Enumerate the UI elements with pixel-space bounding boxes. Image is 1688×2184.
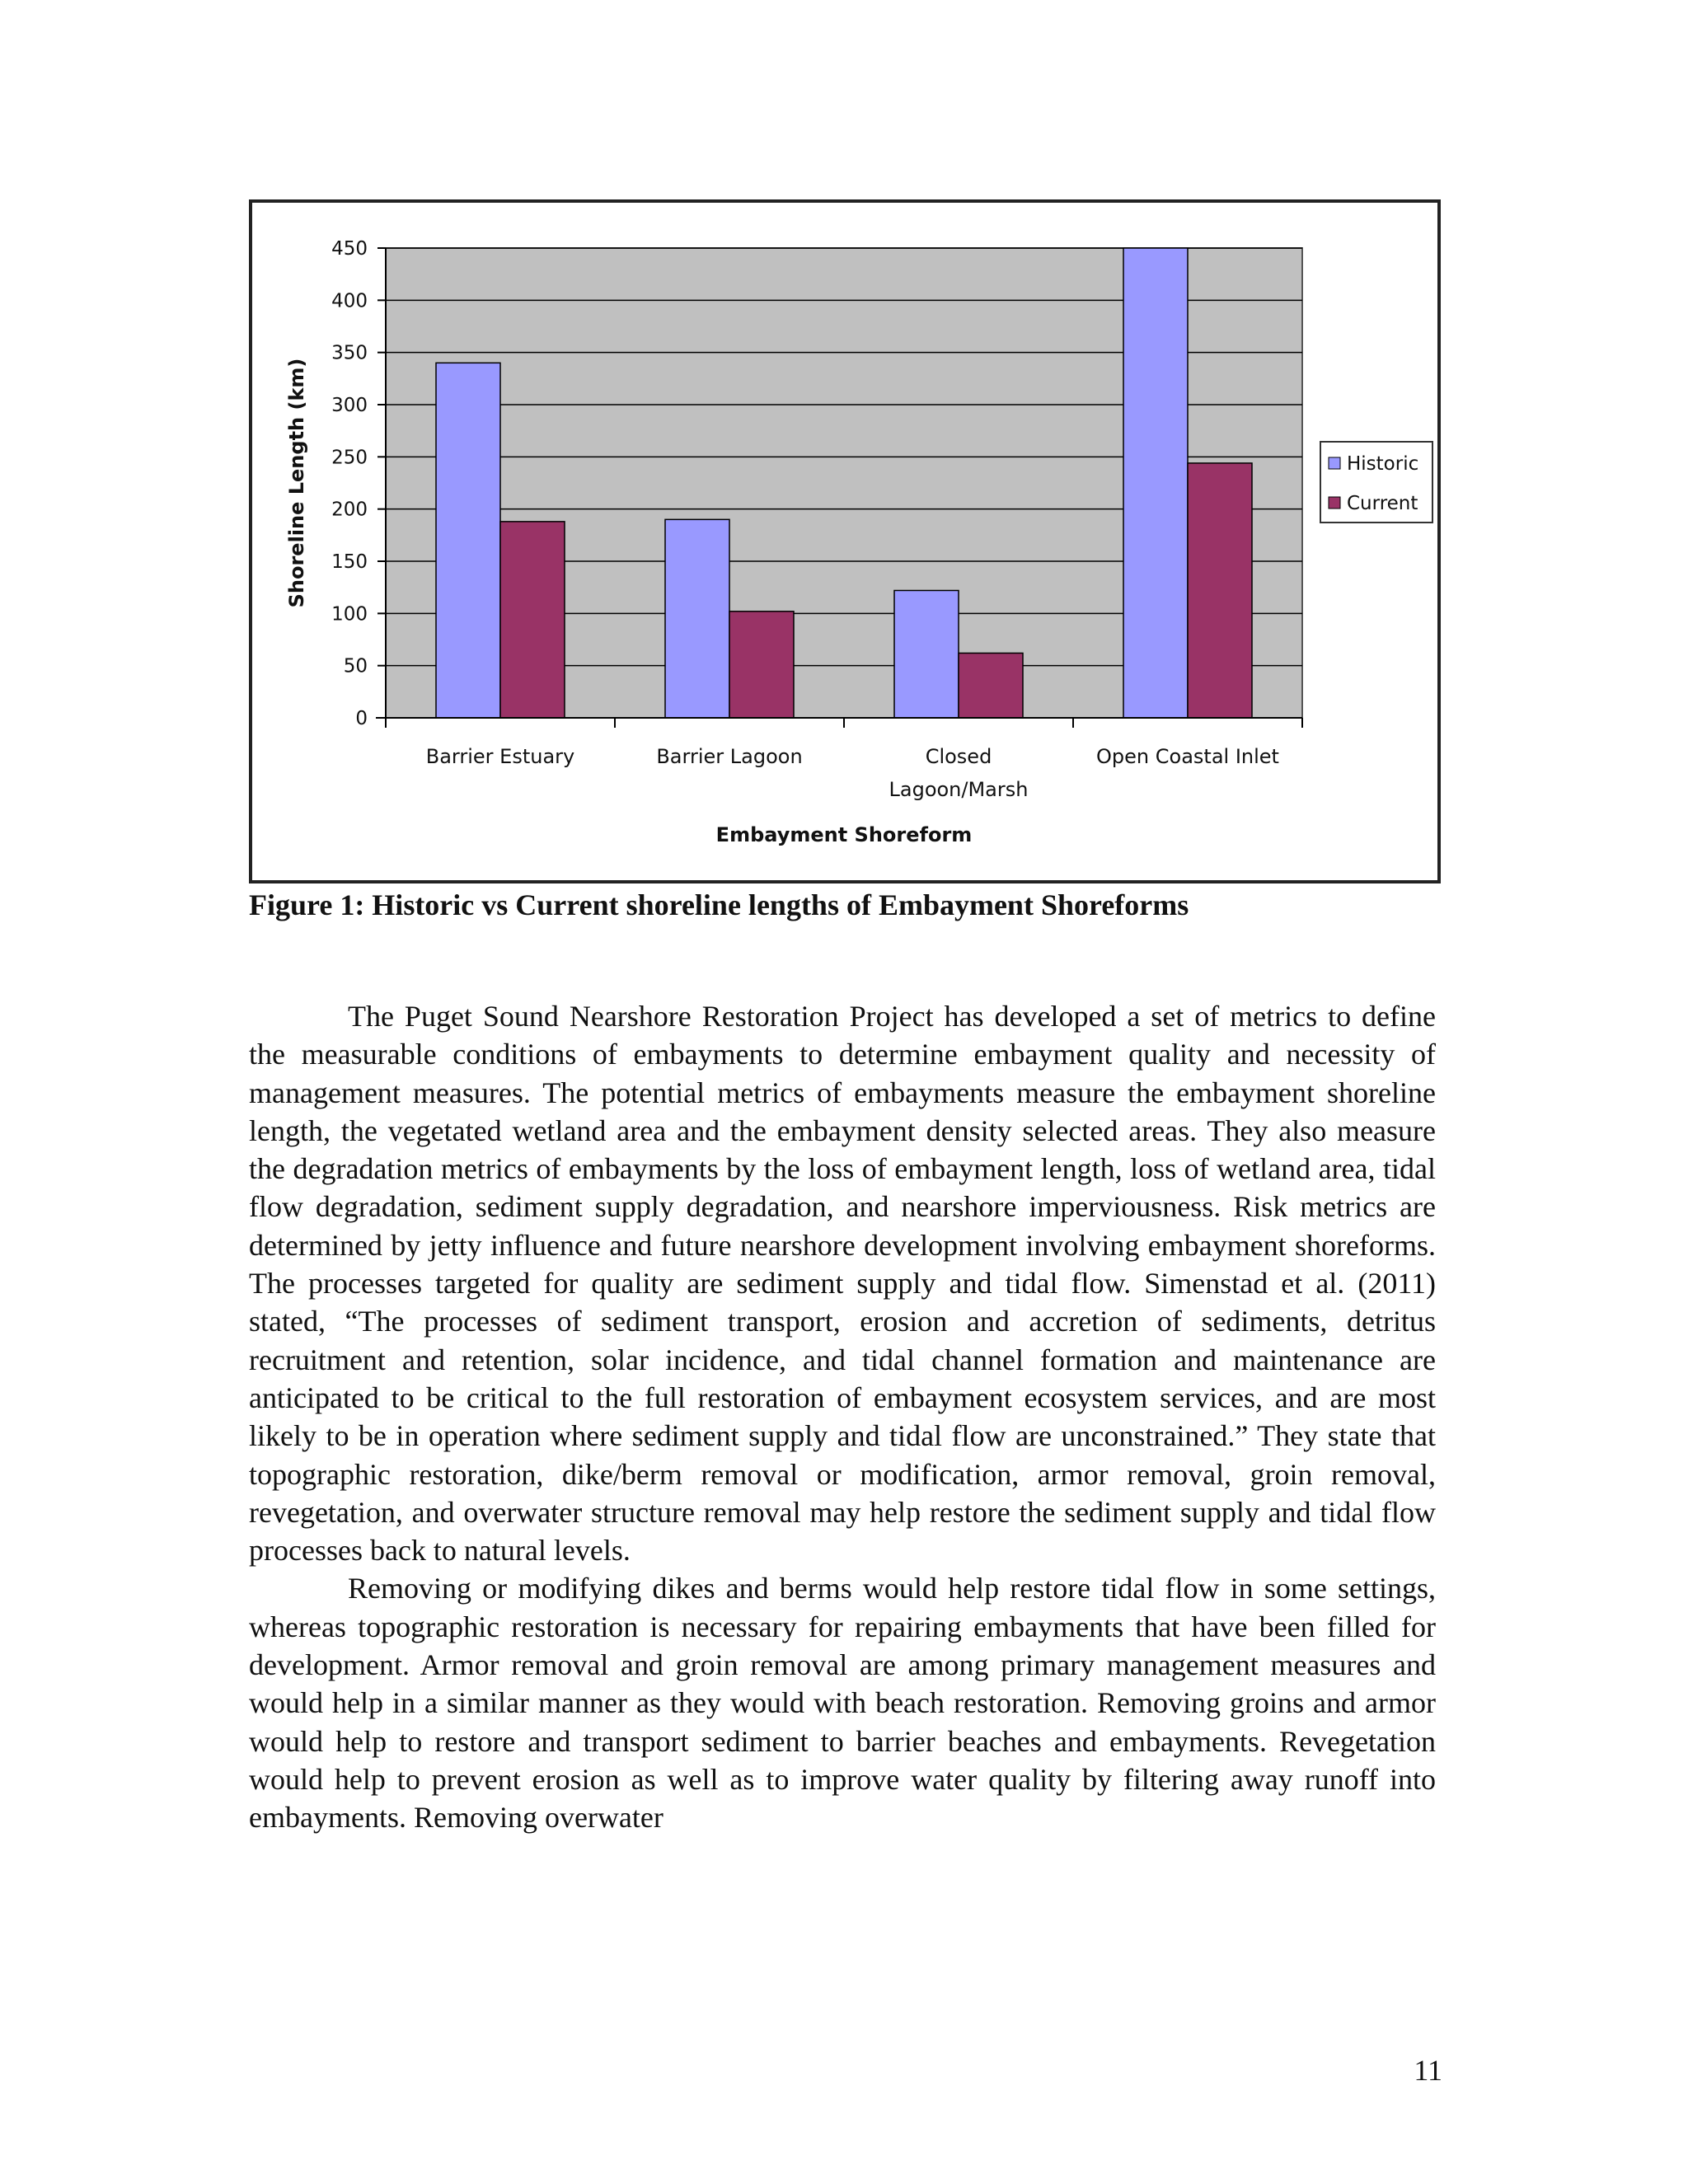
legend-label-historic: Historic: [1347, 453, 1419, 475]
y-tick-label: 100: [331, 603, 368, 626]
y-tick-label: 150: [331, 551, 368, 573]
bar-historic: [436, 363, 500, 718]
x-tick-label: Closed: [925, 745, 992, 768]
x-axis-ticks: [386, 718, 1302, 801]
figure-frame: [249, 199, 1441, 883]
legend-swatch-historic: [1329, 457, 1340, 469]
y-tick-label: 250: [331, 447, 368, 469]
page-number: 11: [1414, 2054, 1442, 2087]
x-tick-label: Barrier Estuary: [425, 745, 575, 768]
y-axis-ticks: [331, 238, 386, 729]
bar-current: [959, 653, 1023, 718]
figure-caption: Figure 1: Historic vs Current shoreline lengths of Embayment Shoreforms: [249, 888, 1189, 921]
bar-historic: [1123, 248, 1188, 718]
bar-historic: [665, 519, 729, 718]
bar-chart: [252, 203, 1437, 880]
x-tick-label: Lagoon/Marsh: [889, 778, 1029, 801]
bar-current: [1188, 463, 1252, 718]
x-axis-title: Embayment Shoreform: [715, 823, 973, 846]
y-tick-label: 400: [331, 290, 368, 312]
y-tick-label: 450: [331, 238, 368, 260]
y-axis-title: Shoreline Length (km): [285, 358, 308, 608]
x-tick-label: Barrier Lagoon: [656, 745, 803, 768]
legend: [1320, 442, 1432, 523]
legend-swatch-current: [1329, 497, 1340, 509]
x-tick-label: Open Coastal Inlet: [1096, 745, 1279, 768]
y-tick-label: 200: [331, 499, 368, 521]
body-paragraph: The Puget Sound Nearshore Restoration Project has developed a set of metrics to define the measurable conditions of embayments to determine embayment quality and necessity of management measures. The potential metrics of embayments measure the embayment shoreline length, the vegetated wetland area and the embayment density selected areas. They also measure the degradation metrics of embayments by the loss of embayment length, loss of wetland area, tidal flow degradation, sediment supply degradation, and nearshore imperviousness. Risk metrics are determined by jetty influence and future nearshore development involving embayment shoreforms. The processes targeted for quality are sediment supply and tidal flow. Simenstad et al. (2011) stated, “The processes of sediment transport, erosion and accretion of sediments, detritus recruitment and retention, solar incidence, and tidal channel formation and maintenance are anticipated to be critical to the full restoration of embayment ecosystem services, and are most likely to be in operation where sediment supply and tidal flow are unconstrained.” They state that topographic restoration, dike/berm removal or modification, armor removal, groin removal, revegetation, and overwater structure removal may help restore the sediment supply and tidal flow processes back to natural levels.: [249, 1000, 1436, 1568]
y-tick-label: 50: [343, 655, 368, 677]
bar-historic: [894, 590, 959, 718]
y-tick-label: 300: [331, 395, 368, 416]
bar-current: [729, 612, 794, 718]
y-tick-label: 0: [355, 708, 368, 729]
body-text: [249, 997, 1436, 1837]
y-tick-label: 350: [331, 342, 368, 364]
body-paragraph: Removing or modifying dikes and berms would help restore tidal flow in some settings, whereas topographic restoration is necessary for repairing embayments that have been filled for development. Armor removal and groin removal are among primary management measures and would help in a similar manner as they would with beach restoration. Removing groins and armor would help to restore and transport sediment to barrier beaches and embayments. Revegetation would help to prevent erosion as well as to improve water quality by filtering away runoff into embayments. Removing overwater: [249, 1572, 1436, 1835]
legend-label-current: Current: [1347, 493, 1418, 514]
bar-current: [500, 522, 565, 718]
